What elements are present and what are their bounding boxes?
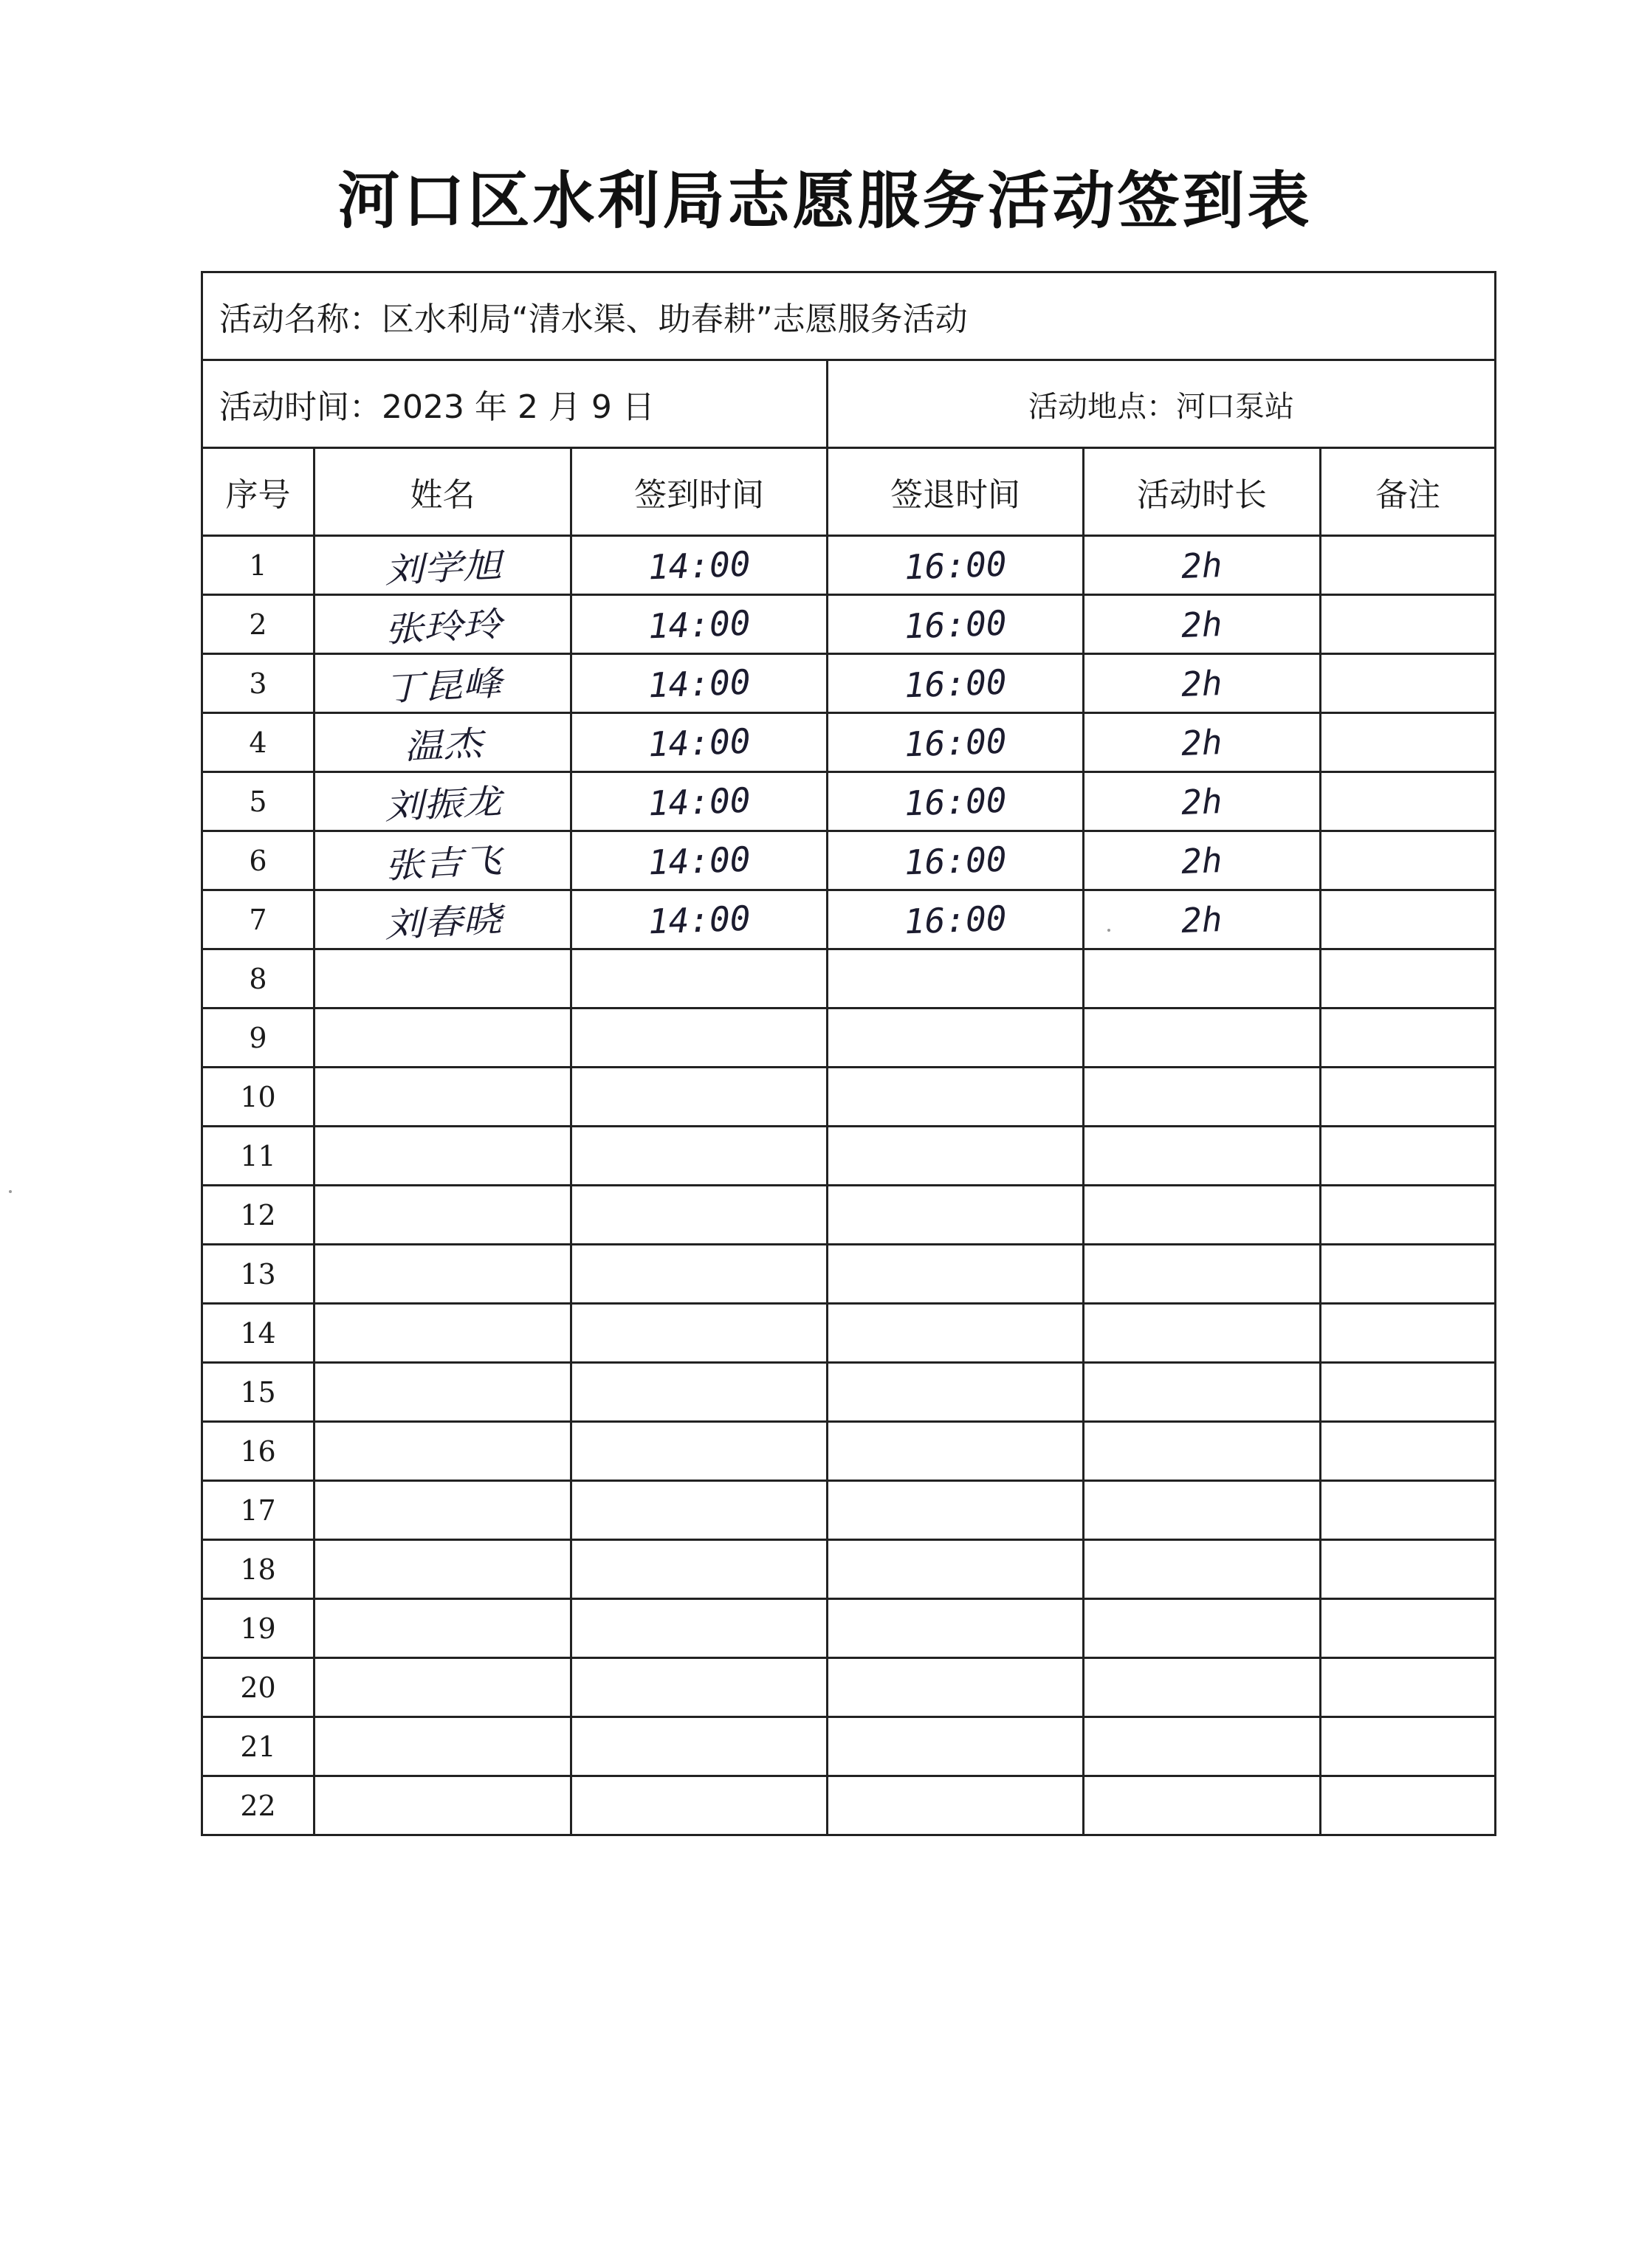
row-number: 8 [249, 962, 267, 995]
note-cell [1321, 1245, 1496, 1304]
activity-time-label: 活动时间： [219, 388, 382, 426]
row-number-cell [202, 595, 314, 654]
row-number-cell [202, 713, 314, 772]
table-row [202, 831, 1496, 890]
table-row [202, 1068, 1496, 1127]
note-cell [1321, 949, 1496, 1008]
volunteer-signature-cell [314, 1717, 571, 1776]
row-number: 14 [240, 1316, 276, 1350]
volunteer-signature-cell [314, 536, 571, 595]
table-body [202, 536, 1496, 1835]
sign-out-time-cell [828, 1363, 1084, 1422]
sign-out-time: 16:00 [903, 839, 1008, 882]
sign-in-time: 14:00 [647, 898, 752, 941]
column-header-sign-in: 签到时间 [571, 448, 828, 536]
volunteer-signature: 刘春晓 [383, 898, 503, 945]
sign-in-time: 14:00 [647, 721, 752, 764]
table-row [202, 713, 1496, 772]
note-cell [1321, 1186, 1496, 1245]
row-number-cell [202, 1599, 314, 1658]
sign-out-time: 16:00 [903, 602, 1008, 646]
row-number-cell [202, 1422, 314, 1481]
sign-in-time-cell [571, 1186, 828, 1245]
note-cell [1321, 1658, 1496, 1717]
row-number: 7 [249, 903, 267, 936]
row-number: 19 [240, 1612, 276, 1645]
sign-out-time-cell [828, 949, 1084, 1008]
activity-duration-cell [1084, 949, 1321, 1008]
volunteer-signature-cell [314, 1304, 571, 1363]
sign-out-time-cell [828, 1658, 1084, 1717]
activity-duration-cell [1084, 1481, 1321, 1540]
sign-out-time-cell [828, 654, 1084, 713]
sign-in-time-cell [571, 1068, 828, 1127]
sign-out-time: 16:00 [903, 780, 1008, 823]
row-number-cell [202, 1658, 314, 1717]
row-number-cell [202, 1186, 314, 1245]
row-number-cell [202, 1481, 314, 1540]
sign-in-time: 14:00 [647, 780, 752, 823]
row-number: 1 [249, 549, 267, 582]
volunteer-signature-cell [314, 831, 571, 890]
row-number-cell [202, 1717, 314, 1776]
volunteer-signature-cell [314, 1422, 571, 1481]
sign-in-time-cell [571, 1481, 828, 1540]
table-row [202, 1599, 1496, 1658]
activity-duration: 2h [1180, 839, 1223, 882]
sign-in-time-cell [571, 1127, 828, 1186]
sign-out-time-cell [828, 1599, 1084, 1658]
sign-out-time-cell [828, 1481, 1084, 1540]
volunteer-signature: 丁昆峰 [383, 662, 503, 709]
sign-out-time-cell [828, 536, 1084, 595]
table-row [202, 1481, 1496, 1540]
sign-in-time: 14:00 [647, 662, 752, 705]
row-number-cell [202, 1776, 314, 1835]
table-row [202, 890, 1496, 949]
row-number-cell [202, 1363, 314, 1422]
sign-in-time-cell [571, 831, 828, 890]
column-header-number: 序号 [202, 448, 314, 536]
row-number: 21 [240, 1730, 276, 1763]
activity-duration-cell [1084, 536, 1321, 595]
table-row [202, 654, 1496, 713]
sign-out-time-cell [828, 1008, 1084, 1068]
activity-duration-cell [1084, 1068, 1321, 1127]
activity-duration-cell [1084, 1658, 1321, 1717]
activity-duration: 2h [1180, 544, 1223, 586]
activity-duration-cell [1084, 595, 1321, 654]
activity-name-cell [202, 272, 1496, 360]
table-row [202, 949, 1496, 1008]
volunteer-signature-cell [314, 890, 571, 949]
note-cell [1321, 831, 1496, 890]
note-cell [1321, 1599, 1496, 1658]
column-header-duration: 活动时长 [1084, 448, 1321, 536]
volunteer-signature: 张吉飞 [383, 839, 503, 886]
table-row [202, 1245, 1496, 1304]
note-cell [1321, 772, 1496, 831]
sign-out-time-cell [828, 1304, 1084, 1363]
row-number-cell [202, 949, 314, 1008]
row-number: 15 [240, 1375, 276, 1409]
volunteer-signature-cell [314, 949, 571, 1008]
note-cell [1321, 713, 1496, 772]
sign-in-time-cell [571, 1776, 828, 1835]
sign-out-time-cell [828, 772, 1084, 831]
sign-out-time-cell [828, 595, 1084, 654]
sign-in-time-cell [571, 536, 828, 595]
table-row [202, 1127, 1496, 1186]
sign-out-time-cell [828, 1422, 1084, 1481]
row-number: 4 [249, 726, 267, 759]
activity-duration-cell [1084, 1245, 1321, 1304]
volunteer-signature-cell [314, 595, 571, 654]
sign-in-time-cell [571, 595, 828, 654]
sign-out-time-cell [828, 831, 1084, 890]
sign-out-time-cell [828, 1245, 1084, 1304]
activity-duration: 2h [1180, 603, 1223, 645]
activity-duration-cell [1084, 1304, 1321, 1363]
sign-out-time-cell [828, 713, 1084, 772]
activity-duration-cell [1084, 1363, 1321, 1422]
activity-duration-cell [1084, 1127, 1321, 1186]
note-cell [1321, 654, 1496, 713]
sign-in-time-cell [571, 949, 828, 1008]
sign-out-time-cell [828, 1717, 1084, 1776]
note-cell [1321, 1481, 1496, 1540]
sign-in-time-cell [571, 772, 828, 831]
note-cell [1321, 1717, 1496, 1776]
sign-in-time-cell [571, 1717, 828, 1776]
activity-duration-cell [1084, 1422, 1321, 1481]
table-row [202, 536, 1496, 595]
sign-in-time-cell [571, 1422, 828, 1481]
volunteer-signature-cell [314, 1363, 571, 1422]
row-number-cell [202, 831, 314, 890]
note-cell [1321, 1540, 1496, 1599]
row-number: 11 [240, 1139, 276, 1172]
activity-location-cell [828, 360, 1496, 448]
table-row [202, 1717, 1496, 1776]
row-number-cell [202, 1127, 314, 1186]
activity-name-value: 区水利局“清水渠、助春耕”志愿服务活动 [382, 300, 968, 338]
column-header-sign-out: 签退时间 [828, 448, 1084, 536]
activity-duration-cell [1084, 772, 1321, 831]
table-row [202, 1540, 1496, 1599]
note-cell [1321, 536, 1496, 595]
row-number: 22 [240, 1789, 276, 1822]
volunteer-signature-cell [314, 772, 571, 831]
sign-in-time: 14:00 [647, 543, 752, 587]
volunteer-signature: 刘振龙 [383, 780, 503, 827]
sign-out-time-cell [828, 890, 1084, 949]
activity-duration: 2h [1180, 721, 1223, 763]
row-number-cell [202, 1068, 314, 1127]
table-row [202, 1008, 1496, 1068]
volunteer-signature-cell [314, 1245, 571, 1304]
table-row [202, 1363, 1496, 1422]
volunteer-signature-cell [314, 1068, 571, 1127]
sign-in-time-cell [571, 713, 828, 772]
row-number-cell [202, 654, 314, 713]
activity-duration-cell [1084, 890, 1321, 949]
row-number: 12 [240, 1198, 276, 1231]
note-cell [1321, 1776, 1496, 1835]
sign-out-time-cell [828, 1186, 1084, 1245]
row-number-cell [202, 1008, 314, 1068]
row-number: 9 [249, 1021, 267, 1054]
volunteer-signature-cell [314, 1540, 571, 1599]
activity-name-label: 活动名称： [219, 300, 382, 338]
note-cell [1321, 1422, 1496, 1481]
row-number: 6 [249, 844, 267, 877]
table-row [202, 595, 1496, 654]
row-number: 13 [240, 1257, 276, 1291]
sign-out-time-cell [828, 1776, 1084, 1835]
sign-out-time-cell [828, 1127, 1084, 1186]
page-title: 河口区水利局志愿服务活动签到表 [337, 165, 1313, 237]
volunteer-signature-cell [314, 1186, 571, 1245]
sign-in-time: 14:00 [647, 602, 752, 646]
sign-in-time-cell [571, 1540, 828, 1599]
note-cell [1321, 1363, 1496, 1422]
activity-duration: 2h [1180, 662, 1223, 704]
row-number: 18 [240, 1553, 276, 1586]
row-number: 10 [240, 1080, 276, 1113]
sign-in-time-cell [571, 1363, 828, 1422]
volunteer-signature-cell [314, 1658, 571, 1717]
volunteer-signature-cell [314, 1008, 571, 1068]
note-cell [1321, 890, 1496, 949]
volunteer-signature-cell [314, 1481, 571, 1540]
row-number: 20 [240, 1671, 276, 1704]
volunteer-signature-cell [314, 654, 571, 713]
volunteer-signature-cell [314, 1127, 571, 1186]
row-number-cell [202, 1304, 314, 1363]
note-cell [1321, 1304, 1496, 1363]
volunteer-signature: 张玲玲 [383, 603, 503, 650]
table-row [202, 772, 1496, 831]
note-cell [1321, 1068, 1496, 1127]
table-row [202, 1304, 1496, 1363]
activity-duration-cell [1084, 1186, 1321, 1245]
row-number: 17 [240, 1494, 276, 1527]
column-header-note: 备注 [1321, 448, 1496, 536]
scan-speck [9, 1190, 12, 1193]
sign-out-time: 16:00 [903, 721, 1008, 764]
activity-name-row [202, 272, 1496, 360]
activity-duration-cell [1084, 713, 1321, 772]
sign-in-time-cell [571, 654, 828, 713]
volunteer-signature-cell [314, 1776, 571, 1835]
activity-location-label: 活动地点： [1028, 389, 1177, 424]
activity-duration-cell [1084, 1599, 1321, 1658]
table-row [202, 1422, 1496, 1481]
row-number-cell [202, 1245, 314, 1304]
row-number: 2 [249, 608, 267, 641]
activity-duration: 2h [1180, 898, 1223, 941]
sign-in-time-cell [571, 1658, 828, 1717]
activity-duration-cell [1084, 654, 1321, 713]
sign-in-time-cell [571, 890, 828, 949]
scan-speck [1107, 929, 1110, 932]
activity-duration-cell [1084, 1008, 1321, 1068]
row-number-cell [202, 536, 314, 595]
activity-duration: 2h [1180, 780, 1223, 822]
table-row [202, 1658, 1496, 1717]
sign-out-time-cell [828, 1068, 1084, 1127]
row-number: 5 [249, 785, 267, 818]
activity-duration-cell [1084, 1540, 1321, 1599]
sign-in-time: 14:00 [647, 839, 752, 882]
sign-in-time-cell [571, 1599, 828, 1658]
activity-time-cell [202, 360, 828, 448]
volunteer-signature: 温杰 [402, 722, 483, 767]
table-row [202, 1186, 1496, 1245]
column-header-name: 姓名 [314, 448, 571, 536]
activity-location-value: 河口泵站 [1176, 389, 1295, 424]
activity-time-value: 2023 年 2 月 9 日 [382, 388, 655, 426]
table-header-row [202, 448, 1496, 536]
sign-in-time-cell [571, 1008, 828, 1068]
row-number: 3 [249, 667, 267, 700]
sign-in-table [201, 271, 1496, 1836]
sign-in-time-cell [571, 1245, 828, 1304]
sign-out-time: 16:00 [903, 898, 1008, 941]
table-row [202, 1776, 1496, 1835]
activity-duration-cell [1084, 1776, 1321, 1835]
activity-duration-cell [1084, 1717, 1321, 1776]
row-number-cell [202, 772, 314, 831]
sign-out-time: 16:00 [903, 543, 1008, 587]
activity-time-location-row [202, 360, 1496, 448]
note-cell [1321, 1127, 1496, 1186]
sign-out-time: 16:00 [903, 662, 1008, 705]
volunteer-signature-cell [314, 1599, 571, 1658]
activity-duration-cell [1084, 831, 1321, 890]
row-number: 16 [240, 1434, 276, 1468]
row-number-cell [202, 1540, 314, 1599]
sign-in-time-cell [571, 1304, 828, 1363]
note-cell [1321, 595, 1496, 654]
row-number-cell [202, 890, 314, 949]
volunteer-signature: 刘学旭 [383, 544, 503, 591]
note-cell [1321, 1008, 1496, 1068]
sign-out-time-cell [828, 1540, 1084, 1599]
volunteer-signature-cell [314, 713, 571, 772]
